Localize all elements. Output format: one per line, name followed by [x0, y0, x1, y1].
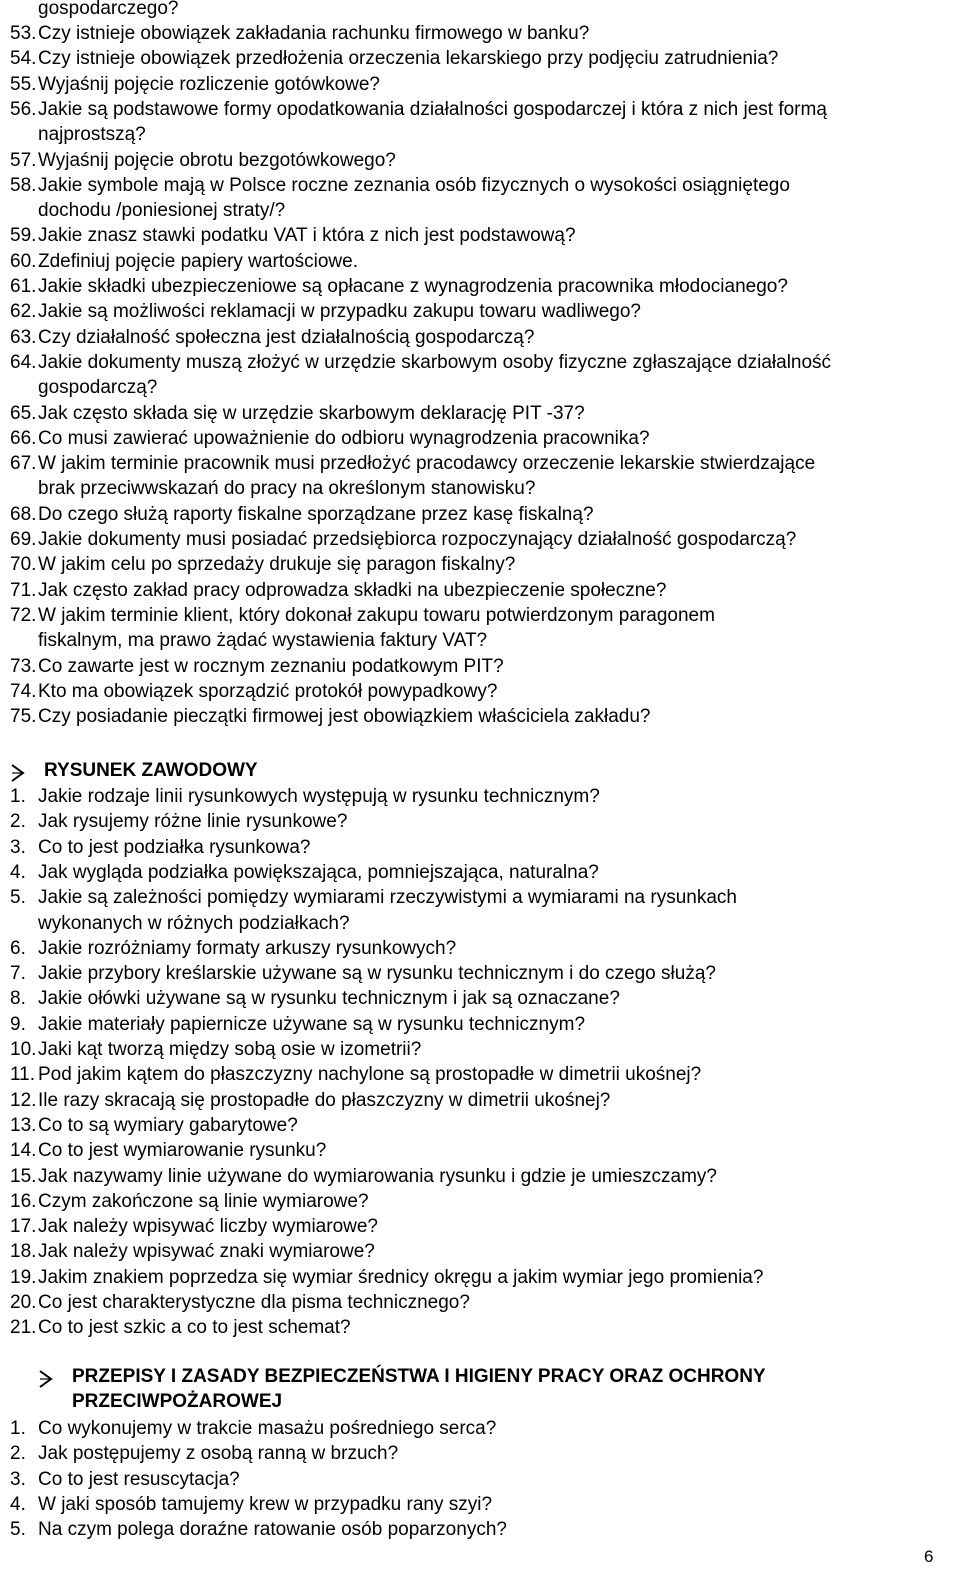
- item-text: Kto ma obowiązek sporządzić protokół powypadkowy?: [38, 680, 498, 702]
- item-text: Jak wygląda podziałka powiększająca, pomniejszająca, naturalna?: [38, 861, 599, 883]
- item-number: 72.: [10, 604, 37, 626]
- item-text: Jakie rodzaje linii rysunkowych występują w rysunku technicznym?: [38, 786, 600, 807]
- item-text: Czy działalność społeczna jest działalnością gospodarczą?: [38, 326, 535, 348]
- item-text-continuation: najprostszą?: [38, 124, 146, 146]
- item-text: Zdefiniuj pojęcie papiery wartościowe.: [38, 250, 358, 272]
- item-number: 6.: [10, 937, 26, 959]
- item-text: Jak postępujemy z osobą ranną w brzuch?: [38, 1443, 399, 1465]
- item-number: 4.: [10, 1493, 26, 1515]
- item-text: Wyjaśnij pojęcie obrotu bezgotówkowego?: [38, 149, 396, 171]
- item-number: 65.: [10, 402, 37, 424]
- item-text: Jakie są podstawowe formy opodatkowania działalności gospodarczej i która z nich jest formą: [38, 98, 827, 120]
- item-text: Jakie symbole mają w Polsce roczne zeznania osób fizycznych o wysokości osiągniętego: [38, 174, 790, 196]
- item-number: 68.: [10, 503, 37, 525]
- page-number: 6: [924, 1547, 934, 1566]
- item-number: 8.: [10, 988, 26, 1010]
- item-number: 19.: [10, 1266, 37, 1288]
- item-number: 74.: [10, 680, 37, 702]
- item-text: W jakim terminie pracownik musi przedłożyć pracodawcy orzeczenie lekarskie stwierdzające: [38, 453, 816, 475]
- item-text: Czy istnieje obowiązek zakładania rachunku firmowego w banku?: [38, 23, 590, 44]
- item-number: 9.: [10, 1013, 26, 1035]
- item-number: 4.: [10, 861, 26, 883]
- item-number: 15.: [10, 1165, 37, 1187]
- section-title-line-1: PRZEPISY I ZASADY BEZPIECZEŃSTWA I HIGIENY PRACY ORAZ OCHRONY: [72, 1366, 766, 1387]
- item-number: 11.: [10, 1064, 36, 1086]
- item-number: 10.: [10, 1039, 37, 1060]
- continuation-line: gospodarczego?: [38, 0, 179, 19]
- item-number: 14.: [10, 1140, 37, 1162]
- item-number: 56.: [10, 98, 37, 120]
- item-text: Jak często składa się w urzędzie skarbowym deklarację PIT -37?: [38, 402, 585, 424]
- item-text: Co wykonujemy w trakcie masażu pośredniego serca?: [38, 1418, 497, 1439]
- item-number: 1.: [10, 1418, 26, 1439]
- item-number: 66.: [10, 427, 37, 449]
- item-text: Jakie składki ubezpieczeniowe są opłacane z wynagrodzenia pracownika młodocianego?: [38, 276, 788, 297]
- item-text: Jak często zakład pracy odprowadza składki na ubezpieczenie społeczne?: [38, 579, 667, 601]
- item-text: Jakie ołówki używane są w rysunku technicznym i jak są oznaczane?: [38, 988, 620, 1010]
- item-number: 5.: [10, 887, 26, 909]
- item-text: W jaki sposób tamujemy krew w przypadku rany szyi?: [38, 1493, 493, 1515]
- item-text: Jakie dokumenty musi posiadać przedsiębiorca rozpoczynający działalność gospodarczą?: [38, 529, 797, 550]
- item-number: 55.: [10, 73, 37, 95]
- item-number: 20.: [10, 1292, 37, 1313]
- item-text: Co jest charakterystyczne dla pisma technicznego?: [38, 1292, 470, 1313]
- item-text: Co to jest szkic a co to jest schemat?: [38, 1317, 351, 1339]
- item-text: Czym zakończone są linie wymiarowe?: [38, 1190, 369, 1212]
- item-text: W jakim celu po sprzedaży drukuje się paragon fiskalny?: [38, 554, 516, 576]
- item-text: Jakie znasz stawki podatku VAT i która z nich jest podstawową?: [38, 225, 576, 247]
- item-text: Jaki kąt tworzą między sobą osie w izometrii?: [38, 1039, 422, 1060]
- item-text: Wyjaśnij pojęcie rozliczenie gotówkowe?: [38, 73, 380, 95]
- item-text: Ile razy skracają się prostopadłe do płaszczyzny w dimetrii ukośnej?: [38, 1089, 611, 1111]
- item-number: 17.: [10, 1216, 37, 1238]
- item-text: Czy istnieje obowiązek przedłożenia orzeczenia lekarskiego przy podjęciu zatrudnienia?: [38, 48, 779, 70]
- item-text: W jakim terminie klient, który dokonał zakupu towaru potwierdzonym paragonem: [38, 604, 715, 626]
- item-number: 58.: [10, 174, 37, 196]
- item-text: Jakie są możliwości reklamacji w przypadku zakupu towaru wadliwego?: [38, 301, 641, 323]
- arrow-bullet-icon: [38, 1369, 54, 1389]
- item-text-continuation: wykonanych w różnych podziałkach?: [38, 912, 350, 934]
- item-text: Jakie rozróżniamy formaty arkuszy rysunkowych?: [38, 937, 457, 959]
- item-text: Co to jest podziałka rysunkowa?: [38, 836, 311, 858]
- item-number: 64.: [10, 351, 37, 373]
- item-text: Jakie przybory kreślarskie używane są w rysunku technicznym i do czego służą?: [38, 963, 716, 985]
- item-text: Co musi zawierać upoważnienie do odbioru wynagrodzenia pracownika?: [38, 427, 650, 449]
- item-text: Jak rysujemy różne linie rysunkowe?: [38, 811, 348, 833]
- item-number: 57.: [10, 149, 37, 171]
- item-number: 3.: [10, 1468, 26, 1490]
- item-text: Czy posiadanie pieczątki firmowej jest obowiązkiem właściciela zakładu?: [38, 706, 651, 728]
- item-number: 54.: [10, 48, 37, 70]
- item-text: Jakim znakiem poprzedza się wymiar średnicy okręgu a jakim wymiar jego promienia?: [38, 1266, 764, 1288]
- item-number: 75.: [10, 706, 37, 728]
- item-number: 2.: [10, 1443, 26, 1465]
- section-title-line-2: PRZECIWPOŻAROWEJ: [72, 1391, 283, 1412]
- item-text: Do czego służą raporty fiskalne sporządzane przez kasę fiskalną?: [38, 503, 594, 525]
- item-number: 18.: [10, 1241, 37, 1263]
- item-text: Co to są wymiary gabarytowe?: [38, 1114, 298, 1136]
- item-text-continuation: fiskalnym, ma prawo żądać wystawienia faktury VAT?: [38, 630, 488, 652]
- item-number: 63.: [10, 326, 37, 348]
- item-text: Na czym polega doraźne ratowanie osób poparzonych?: [38, 1519, 507, 1541]
- item-text: Jakie materiały papiernicze używane są w rysunku technicznym?: [38, 1013, 586, 1035]
- item-number: 67.: [10, 453, 37, 475]
- item-text: Jakie dokumenty muszą złożyć w urzędzie skarbowym osoby fizyczne zgłaszające działalność: [38, 351, 832, 373]
- item-text: Jak należy wpisywać liczby wymiarowe?: [38, 1216, 378, 1238]
- item-text: Jak nazywamy linie używane do wymiarowania rysunku i gdzie je umieszczamy?: [38, 1165, 717, 1187]
- item-text-continuation: brak przeciwwskazań do pracy na określonym stanowisku?: [38, 478, 536, 500]
- item-number: 5.: [10, 1519, 26, 1541]
- item-text: Co to jest resuscytacja?: [38, 1468, 240, 1490]
- item-number: 12.: [10, 1089, 37, 1111]
- item-number: 16.: [10, 1190, 37, 1212]
- item-number: 71.: [10, 579, 37, 601]
- item-number: 21.: [10, 1317, 37, 1339]
- item-number: 2.: [10, 811, 26, 833]
- item-number: 7.: [10, 963, 26, 985]
- item-text-continuation: gospodarczą?: [38, 377, 158, 399]
- item-text: Co zawarte jest w rocznym zeznaniu podatkowym PIT?: [38, 655, 504, 677]
- arrow-bullet-icon: [10, 763, 26, 783]
- item-number: 61.: [10, 276, 37, 297]
- item-number: 73.: [10, 655, 37, 677]
- item-text-continuation: dochodu /poniesionej straty/?: [38, 200, 286, 222]
- item-number: 53.: [10, 23, 37, 44]
- item-number: 59.: [10, 225, 37, 247]
- item-number: 70.: [10, 554, 37, 576]
- item-number: 62.: [10, 301, 37, 323]
- item-number: 1.: [10, 786, 26, 807]
- item-number: 60.: [10, 250, 37, 272]
- item-text: Pod jakim kątem do płaszczyzny nachylone są prostopadłe w dimetrii ukośnej?: [38, 1064, 702, 1086]
- item-text: Jak należy wpisywać znaki wymiarowe?: [38, 1241, 375, 1263]
- item-number: 3.: [10, 836, 26, 858]
- item-number: 69.: [10, 529, 37, 550]
- item-text: Jakie są zależności pomiędzy wymiarami rzeczywistymi a wymiarami na rysunkach: [38, 887, 737, 909]
- section-title: RYSUNEK ZAWODOWY: [44, 760, 258, 781]
- item-number: 13.: [10, 1114, 37, 1136]
- item-text: Co to jest wymiarowanie rysunku?: [38, 1140, 327, 1162]
